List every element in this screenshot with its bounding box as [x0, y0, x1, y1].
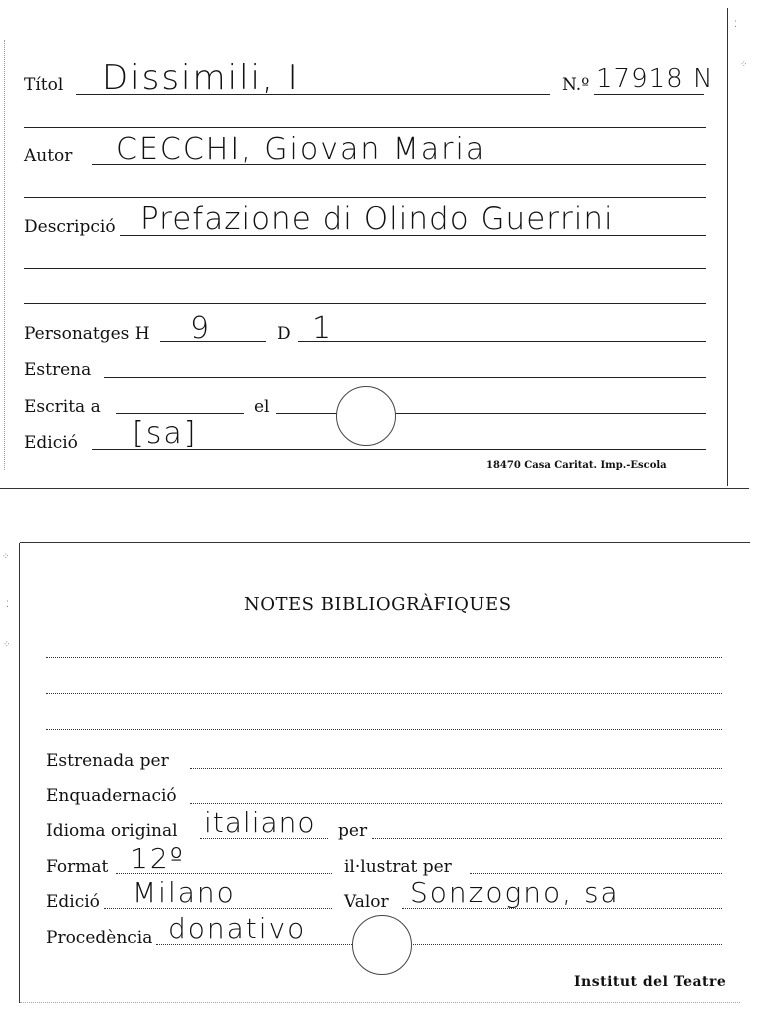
personatges-d-value: 1 — [312, 311, 334, 346]
valor-value: Sonzogno, sa — [410, 876, 620, 909]
d-label: D — [277, 324, 291, 344]
el-label: el — [254, 397, 270, 417]
titol-value: Dissimili, I — [102, 58, 300, 98]
rule-2 — [24, 197, 706, 198]
titol-label: Títol — [24, 75, 64, 95]
scan-speck: ⁘ — [2, 552, 10, 562]
card-right-edge — [727, 8, 728, 486]
card-bottom-edge — [0, 488, 749, 489]
printer-mark: 18470 Casa Caritat. Imp.-Escola — [486, 460, 667, 471]
note-line-1 — [46, 657, 722, 658]
note-line-2 — [46, 693, 722, 694]
numero-label: N.º — [562, 75, 590, 95]
rule-4 — [24, 303, 706, 304]
edicio2-value: Milano — [132, 876, 236, 909]
estrenada-line — [190, 768, 722, 769]
notes-heading: NOTES BIBLIOGRÀFIQUES — [244, 594, 512, 615]
per-line — [372, 838, 722, 839]
format-label: Format — [46, 857, 109, 877]
personatges-label: Personatges H — [24, 324, 150, 344]
idioma-label: Idioma original — [46, 821, 178, 841]
card-bottom-edge — [20, 1002, 740, 1003]
illustrat-label: il·lustrat per — [344, 857, 452, 877]
per-label: per — [338, 821, 368, 841]
format-value: 12º — [130, 842, 185, 875]
scan-speck: ⁚ — [734, 20, 737, 30]
institution-footer: Institut del Teatre — [574, 974, 727, 990]
escrita-line — [116, 413, 244, 414]
escrita-label: Escrita a — [24, 397, 101, 417]
card-left-edge — [4, 40, 5, 470]
estrena-line — [104, 377, 706, 378]
idioma-value: italiano — [204, 806, 316, 839]
autor-value: CECCHI, Giovan Maria — [116, 132, 487, 167]
edicio-label: Edició — [24, 433, 78, 453]
personatges-d-line — [298, 341, 706, 342]
illustrat-line — [470, 873, 722, 874]
personatges-h-line — [160, 341, 266, 342]
enquadernacio-label: Enquadernació — [46, 786, 177, 806]
enquadernacio-line — [190, 803, 722, 804]
card-top-edge — [20, 542, 750, 543]
scan-speck: ⁘ — [3, 640, 11, 650]
numero-value: 17918 N — [596, 64, 714, 94]
estrenada-label: Estrenada per — [46, 751, 169, 771]
rule-1 — [24, 127, 706, 128]
personatges-h-value: 9 — [190, 311, 212, 346]
procedencia-label: Procedència — [46, 928, 153, 948]
descripcio-label: Descripció — [24, 217, 116, 237]
note-line-3 — [46, 729, 722, 730]
descripcio-value: Prefazione di Olindo Guerrini — [140, 201, 614, 237]
autor-label: Autor — [24, 146, 73, 166]
edicio2-label: Edició — [46, 892, 100, 912]
numero-line — [594, 94, 704, 95]
estrena-label: Estrena — [24, 360, 92, 380]
scan-speck: ⁘ — [740, 60, 748, 70]
scan-speck: ⁚ — [6, 600, 9, 610]
punch-hole — [352, 915, 412, 975]
edicio-value: [sa] — [132, 416, 198, 451]
procedencia-value: donativo — [168, 912, 307, 945]
card-left-edge — [19, 543, 20, 1003]
valor-label: Valor — [344, 892, 389, 912]
rule-3 — [24, 268, 706, 269]
punch-hole — [336, 386, 396, 446]
